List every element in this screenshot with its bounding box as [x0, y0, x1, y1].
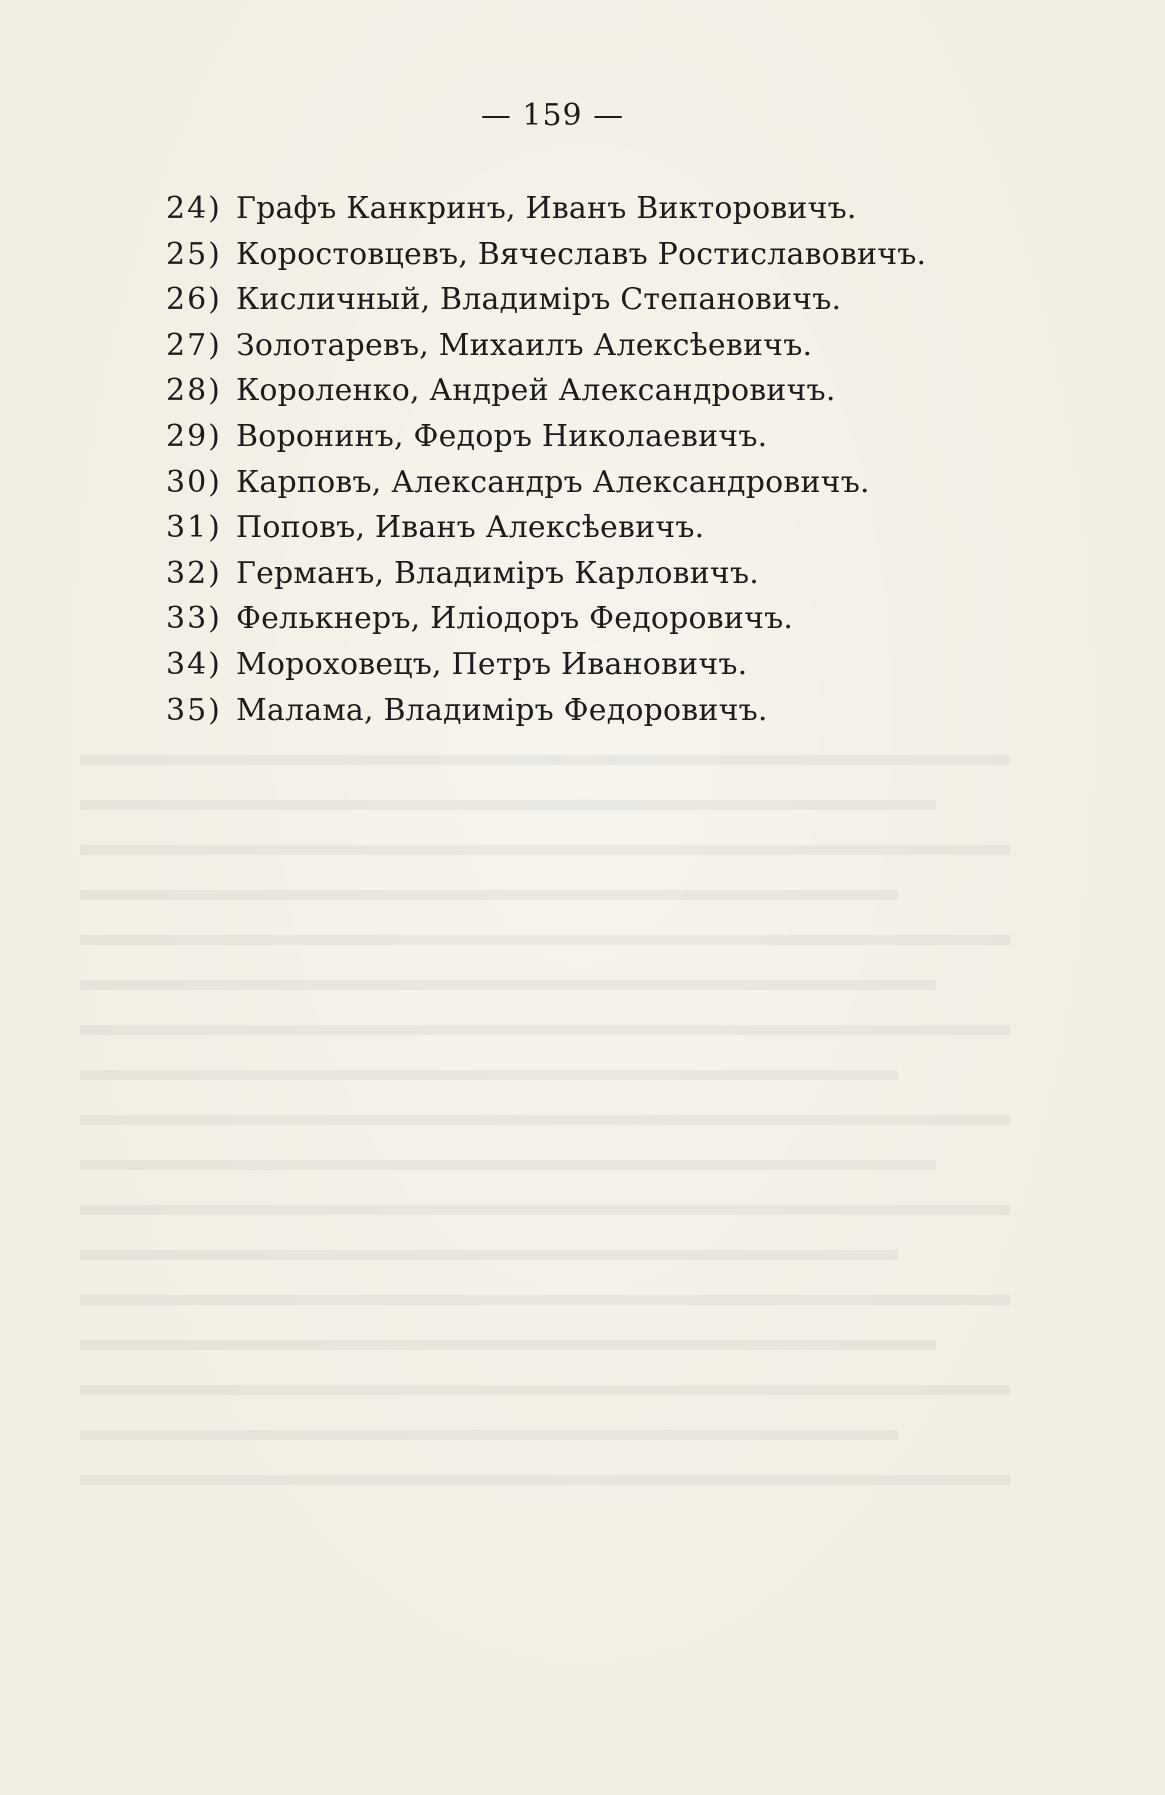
bleed-line	[80, 855, 898, 900]
bleed-line	[80, 1350, 1010, 1395]
list-item	[166, 323, 1066, 369]
bleed-line	[80, 765, 936, 810]
list-item	[166, 460, 1066, 506]
list-item	[166, 688, 1066, 734]
bleed-line	[80, 1125, 936, 1170]
page-number: — 159 —	[480, 98, 625, 133]
entry-name: Германъ, Владиміръ Карловичъ.	[236, 555, 759, 591]
entry-number: 32)	[166, 555, 222, 591]
bleed-line	[80, 810, 1010, 855]
entry-number: 24)	[166, 191, 222, 226]
list-item	[166, 642, 1066, 688]
entry-name: Коростовцевъ, Вячеславъ Ростиславовичъ.	[236, 236, 927, 272]
entry-number: 35)	[166, 692, 222, 728]
bleed-line	[80, 900, 1010, 945]
bleed-line	[80, 1305, 936, 1350]
entry-number: 27)	[166, 327, 222, 363]
bleed-through-texture	[80, 720, 1010, 1485]
entry-number: 26)	[166, 282, 222, 318]
entry-number: 29)	[166, 418, 222, 454]
bleed-line	[80, 1260, 1010, 1305]
bleed-line	[80, 1035, 898, 1080]
entry-number: 30)	[166, 464, 222, 500]
list-item	[166, 551, 1066, 597]
entry-name: Графъ Канкринъ, Иванъ Викторовичъ.	[236, 191, 857, 226]
list-item	[166, 414, 1066, 460]
name-list	[166, 186, 1066, 733]
list-item	[166, 505, 1066, 551]
list-item	[166, 232, 1066, 278]
list-item	[166, 277, 1066, 323]
bleed-line	[80, 1395, 898, 1440]
bleed-line	[80, 990, 1010, 1035]
list-item	[166, 186, 1066, 232]
bleed-line	[80, 1080, 1010, 1125]
bleed-line	[80, 945, 936, 990]
entry-number: 28)	[166, 373, 222, 409]
bleed-line	[80, 1170, 1010, 1215]
entry-name: Кисличный, Владиміръ Степановичъ.	[236, 282, 842, 318]
entry-number: 31)	[166, 510, 222, 546]
entry-name: Мороховецъ, Петръ Ивановичъ.	[236, 646, 748, 682]
bleed-line	[80, 1215, 898, 1260]
entry-name: Воронинъ, Федоръ Николаевичъ.	[236, 418, 768, 454]
entry-number: 25)	[166, 236, 222, 272]
entry-name: Малама, Владиміръ Федоровичъ.	[236, 692, 768, 728]
entry-number: 33)	[166, 601, 222, 637]
list-item	[166, 368, 1066, 414]
entry-name: Короленко, Андрей Александровичъ.	[236, 373, 836, 409]
bleed-line	[80, 1440, 1010, 1485]
entry-name: Карповъ, Александръ Александровичъ.	[236, 464, 870, 500]
entry-name: Золотаревъ, Михаилъ Алексѣевичъ.	[236, 327, 813, 363]
list-item	[166, 596, 1066, 642]
entry-number: 34)	[166, 646, 222, 682]
entry-name: Фелькнеръ, Иліодоръ Федоровичъ.	[236, 601, 794, 637]
entry-name: Поповъ, Иванъ Алексѣевичъ.	[236, 510, 705, 546]
